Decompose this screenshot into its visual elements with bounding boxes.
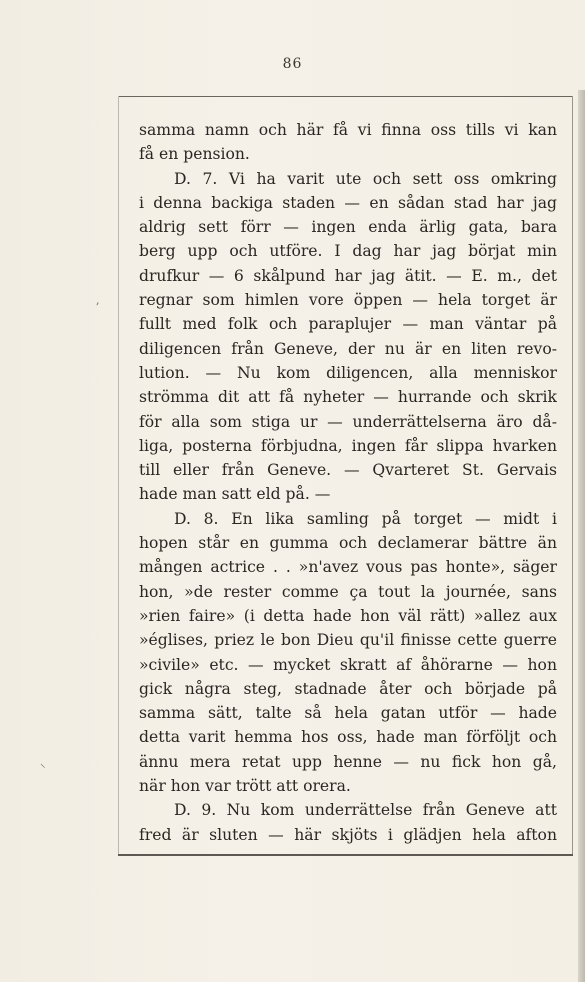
- text-line: D. 8. En lika samling på torget — midt i: [174, 509, 557, 528]
- text-line: samma namn och här få vi finna oss tills vi kan: [139, 121, 557, 139]
- left-rule: [118, 96, 119, 856]
- page-edge: [578, 90, 585, 982]
- text-line: få en pension.: [139, 145, 250, 164]
- text-line: liga, posterna förbjudna, ingen får slippa hvarken: [139, 436, 557, 455]
- bottom-rule: [118, 854, 573, 856]
- body-text: [139, 118, 557, 847]
- text-line: när hon var trött att orera.: [139, 777, 351, 796]
- text-line: i denna backiga staden — en sådan stad har jag: [139, 193, 557, 212]
- text-line: regnar som himlen vore öppen — hela torget är: [139, 291, 557, 310]
- text-line: »rien faire» (i detta hade hon väl rätt) »allez aux: [139, 606, 557, 625]
- text-line: D. 7. Vi ha varit ute och sett oss omkring: [174, 169, 557, 188]
- text-line: för alla som stiga ur — underrättelserna äro då-: [139, 412, 557, 431]
- text-line: till eller från Geneve. — Qvarteret St. Gervais: [139, 461, 557, 480]
- top-rule: [118, 96, 573, 97]
- text-line: lution. — Nu kom diligencen, alla menniskor: [139, 363, 557, 382]
- text-line: gick några steg, stadnade åter och började på: [139, 679, 557, 698]
- text-line: ännu mera retat upp henne — nu fick hon gå,: [139, 752, 557, 771]
- text-line: berg upp och utföre. I dag har jag börjat min: [139, 242, 557, 261]
- margin-mark: ,: [96, 294, 100, 307]
- text-line: »civile» etc. — mycket skratt af åhörarne — hon: [139, 655, 557, 674]
- text-line: samma sätt, talte så hela gatan utför — hade: [139, 704, 557, 723]
- text-line: hon, »de rester comme ça tout la journée, sans: [139, 582, 557, 601]
- text-line: hopen står en gumma och declamerar bättre än: [139, 534, 557, 553]
- margin-mark: ⸜: [40, 757, 46, 770]
- text-line: aldrig sett förr — ingen enda ärlig gata, bara: [139, 218, 557, 237]
- text-line: hade man satt eld på. —: [139, 485, 331, 504]
- page-number: 86: [282, 56, 303, 72]
- text-line: mången actrice . . »n'avez vous pas honte», säger: [139, 558, 557, 577]
- text-line: fullt med folk och paraplujer — man väntar på: [139, 315, 557, 334]
- text-line: fred är sluten — här skjöts i glädjen hela afton: [139, 825, 557, 844]
- text-line: detta varit hemma hos oss, hade man förföljt och: [139, 728, 557, 747]
- text-line: D. 9. Nu kom underrättelse från Geneve att: [174, 801, 557, 820]
- text-line: »églises, priez le bon Dieu qu'il finisse cette guerre: [139, 631, 557, 650]
- text-line: diligencen från Geneve, der nu är en liten revo-: [139, 339, 557, 358]
- text-line: drufkur — 6 skålpund har jag ätit. — E. m., det: [139, 266, 557, 285]
- text-line: strömma dit att få nyheter — hurrande och skrik: [139, 388, 557, 407]
- right-rule: [572, 96, 573, 856]
